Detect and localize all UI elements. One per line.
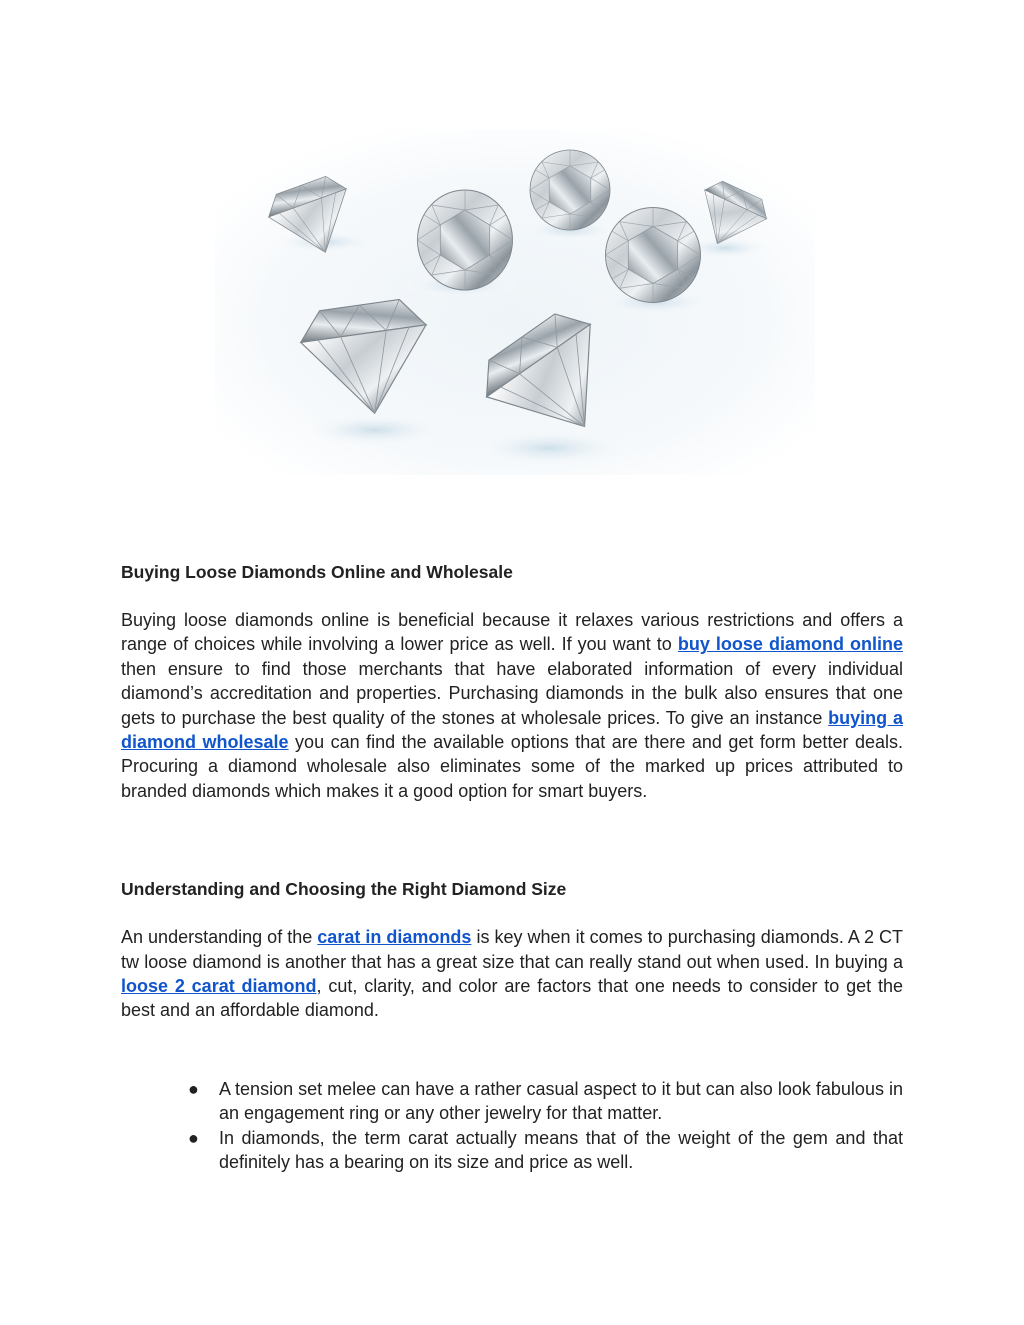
link-loose-2-carat-diamond[interactable]: loose 2 carat diamond bbox=[121, 976, 317, 997]
list-item-text: In diamonds, the term carat actually means that of the weight of the gem and that definitely has a bearing on its size and price as well. bbox=[219, 1127, 903, 1173]
bullet-list bbox=[121, 1077, 903, 1175]
list-item bbox=[188, 1077, 903, 1126]
paragraph-text: , cut, clarity, and color are factors that one needs to consider to get the best and an affordable diamond. bbox=[121, 976, 904, 1021]
bullet-icon: ● bbox=[188, 1078, 199, 1099]
paragraph-text: you can find the available options that are there and get form better deals. Procuring a diamond wholesale also eliminates some of the marked up prices attributed to branded diamonds which makes it a good option for smart buyers. bbox=[121, 732, 903, 801]
section-paragraph-diamond-size bbox=[121, 925, 903, 1023]
section-heading-buying: Buying Loose Diamonds Online and Wholesale bbox=[121, 562, 513, 582]
link-carat-in-diamonds[interactable]: carat in diamonds bbox=[317, 927, 472, 948]
article-body bbox=[121, 560, 903, 1175]
list-item-text: A tension set melee can have a rather casual aspect to it but can also look fabulous in an engagement ring or any other jewelry for that matter. bbox=[219, 1078, 903, 1124]
link-buying-a-diamond-wholesale[interactable]: buying a diamond wholesale bbox=[121, 707, 903, 753]
paragraph-text: is key when it comes to purchasing diamonds. A 2 CT tw loose diamond is another that has a great size that can really stand out when used. In buying a bbox=[121, 927, 903, 972]
bullet-icon: ● bbox=[188, 1127, 199, 1148]
paragraph-text: Buying loose diamonds online is beneficial because it relaxes various restrictions and offers a range of choices while involving a lower price as well. If you want to bbox=[121, 610, 903, 655]
section-heading-diamond-size: Understanding and Choosing the Right Diamond Size bbox=[121, 879, 567, 900]
link-buy-loose-diamond-online[interactable]: buy loose diamond online bbox=[677, 634, 903, 655]
section-paragraph-buying bbox=[121, 608, 903, 803]
paragraph-text: An understanding of the bbox=[121, 927, 318, 948]
list-item bbox=[188, 1126, 903, 1175]
paragraph-text: then ensure to find those merchants that have elaborated information of every individual diamond’s accreditation and properties. Purchasing diamonds in the bulk also ensures that one gets to purchase the best quality of the stones at wholesale prices. To give an instance bbox=[121, 658, 903, 728]
loose-diamonds-photo bbox=[215, 130, 815, 475]
